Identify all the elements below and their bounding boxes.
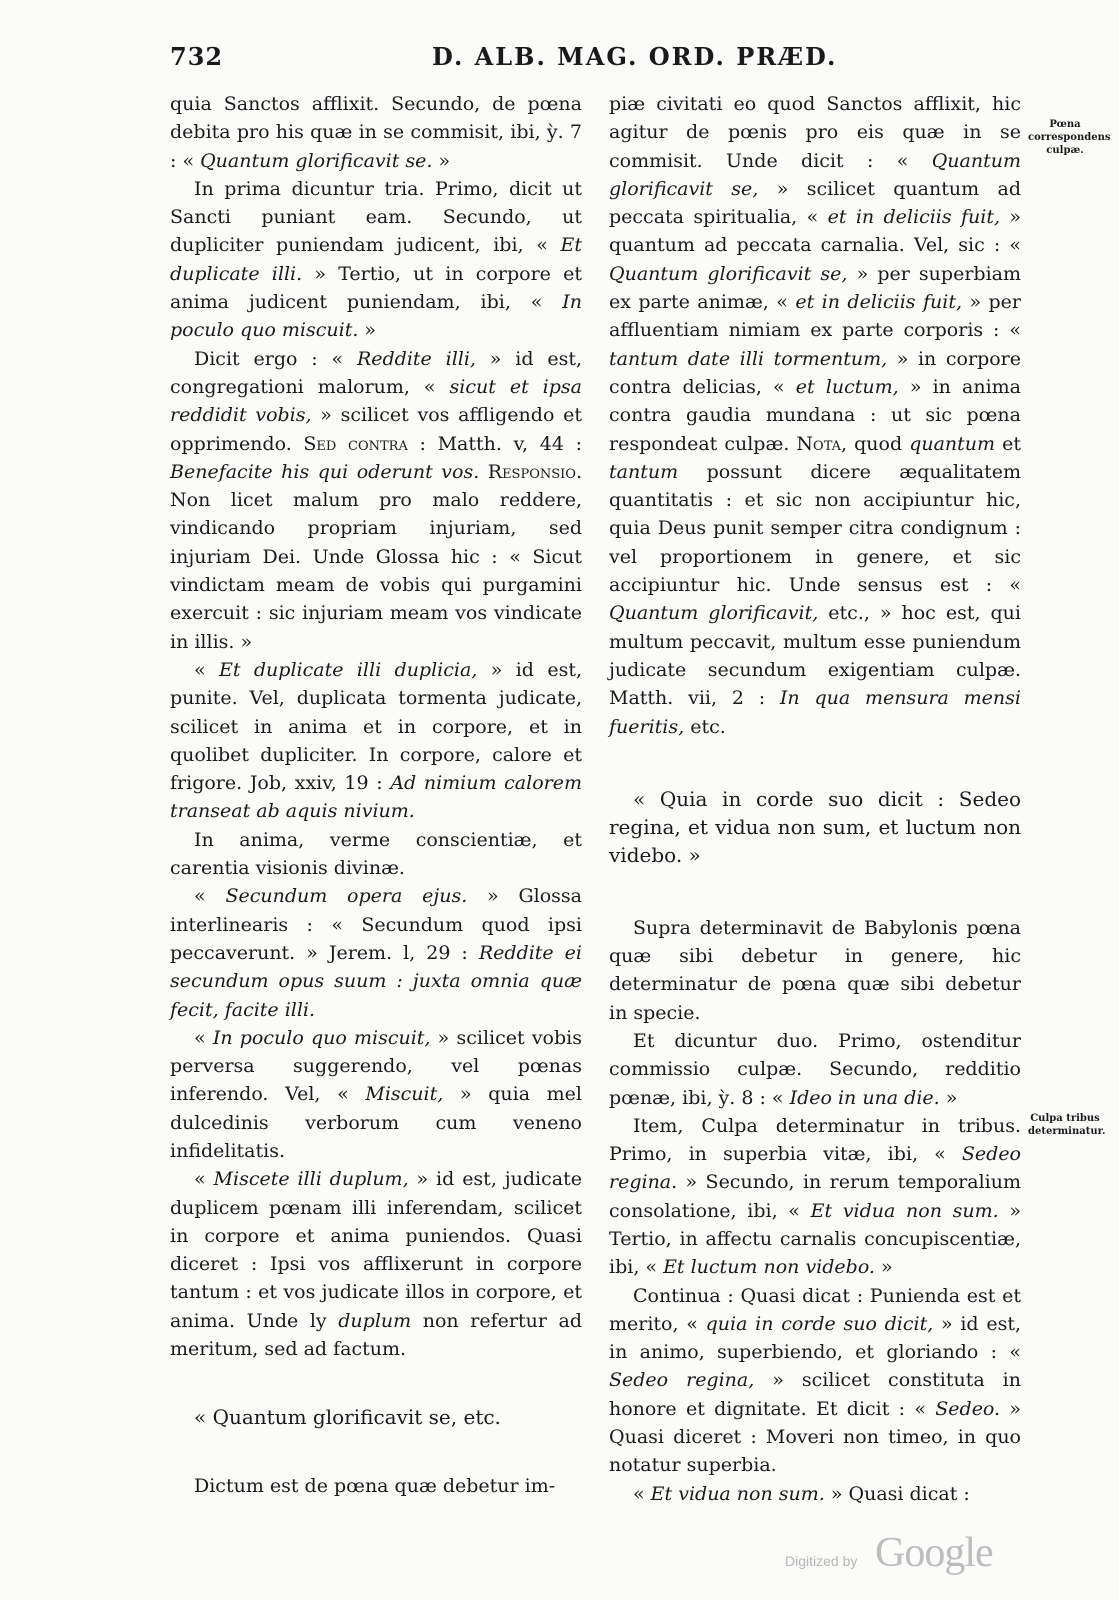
running-title: D. ALB. MAG. ORD. PRÆD. [432, 42, 838, 71]
paragraph: Dictum est de pœna quæ debetur im- [194, 1474, 556, 1497]
paragraph: « Secundum opera ejus. » Glossa interlinearis : « Secundum quod ipsi peccaverunt. » Jerem. l, 29 : Reddite ei secundum opus suum : juxta omnia quæ fecit, facite illi. [170, 885, 582, 1021]
left-column [170, 90, 582, 1500]
paragraph: « Et vidua non sum. » Quasi dicat : [633, 1482, 970, 1505]
paragraph: piæ civitati eo quod Sanctos afflixit, hic agitur de pœnis pro eis quæ in se commisit. Unde dicit : « Quantum glorificavit se, » scilicet quantum ad peccata spiritualia, « et in deliciis fuit, » quantum ad peccata carnalia. Vel, sic : « Quantum glorificavit se, » per superbiam ex parte animæ, « et in deliciis fuit, » per affluentiam nimiam ex parte corporis : « tantum date illi tormentum, » in corpore contra delicias, « et luctum, » in anima contra gaudia mundana : ut sic pœna respondeat culpæ. Nota, quod quantum et tantum possunt dicere æqualitatem quantitatis : et sic non accipiuntur hic, quia Deus punit semper citra condignum : vel proportionem in genere, et sic accipiuntur hic. Unde sensus est : « Quantum glorificavit, etc., » hoc est, qui multum peccavit, multum esse puniendum judicate secundum exigentiam culpæ. Matth. vii, 2 : In qua mensura mensi fueritis, etc. [609, 93, 1021, 738]
paragraph: Dicit ergo : « Reddite illi, » id est, congregationi malorum, « sicut et ipsa reddidit vobis, » scilicet vos affligendo et opprimendo. Sed contra : Matth. v, 44 : Benefacite his qui oderunt vos. Responsio. Non licet malum pro malo reddere, vindicando propriam injuriam, sed injuriam Dei. Unde Glossa hic : « Sicut vindictam meam de vobis qui purgamini exercuit : sic injuriam meam vos vindicate in illis. » [170, 347, 583, 653]
paragraph: In prima dicuntur tria. Primo, dicit ut Sancti puniant eam. Secundo, ut dupliciter puniendam judicent, ibi, « Et duplicate illi. » Tertio, ut in corpore et anima judicent puniendam, ibi, « In poculo quo miscuit. » [170, 177, 582, 342]
right-column [609, 90, 1021, 1508]
paragraph: « In poculo quo miscuit, » scilicet vobis perversa suggerendo, vel pœnas inferendo. Vel, « Miscuit, » quia mel dulcedinis verborum cum veneno infidelitatis. [170, 1026, 583, 1162]
margin-note: Pœna correspondens culpæ. [1028, 119, 1111, 156]
paragraph: In anima, verme conscientiæ, et carentia visionis divinæ. [170, 828, 582, 880]
paragraph: Supra determinavit de Babylonis pœna quæ sibi debetur in genere, hic determinatur de pœna quæ sibi debetur in specie. [609, 916, 1021, 1024]
paragraph: « Miscete illi duplum, » id est, judicate duplicem pœnam illi inferendam, scilicet in corpore et anima puniendos. Quasi diceret : Ipsi vos afflixerunt in corpore tantum : et vos judicate illos in corpore, et anima. Unde ly duplum non refertur ad meritum, sed ad factum. [170, 1168, 582, 1361]
digitized-label: Digitized by [785, 1553, 858, 1569]
paragraph: « Et duplicate illi duplicia, » id est, punite. Vel, duplicata tormenta judicate, scilicet in anima et in corpore, et in quolibet dupliciter. In corpore, calore et frigore. Job, xxiv, 19 : Ad nimium calorem transeat ab aquis nivium. [170, 658, 582, 823]
google-logo: Google [875, 1530, 993, 1576]
paragraph: Continua : Quasi dicat : Punienda est et merito, « quia in corde suo dicit, » id est, in animo, superbiendo, et gloriando : « Sedeo regina, » scilicet constituta in honore et dignitate. Et dicit : « Sedeo. » Quasi diceret : Moveri non timeo, in quo notatur superbia. [609, 1284, 1021, 1477]
margin-note: Culpa tribus determinatur. [1028, 1113, 1106, 1137]
digitized-watermark [785, 1530, 1005, 1585]
running-header [0, 42, 1119, 76]
lemma-heading: « Quantum glorificavit se, etc. [194, 1405, 501, 1430]
paragraph: Et dicuntur duo. Primo, ostenditur commissio culpæ. Secundo, redditio pœnæ, ibi, ỳ. 8 : « Ideo in una die. » [609, 1029, 1021, 1109]
paragraph: quia Sanctos afflixit. Secundo, de pœna debita pro his quæ in se commisit, ibi, ỳ. 7 : « Quantum glorificavit se. » [170, 93, 582, 172]
paragraph: Item, Culpa determinatur in tribus. Primo, in superbia vitæ, ibi, « Sedeo regina. » Secundo, in rerum temporalium consolatione, ibi, « Et vidua non sum. » Tertio, in affectu carnalis concupiscentiæ, ibi, « Et luctum non videbo. » [609, 1114, 1021, 1279]
page-number: 732 [170, 42, 224, 71]
lemma-heading: « Quia in corde suo dicit : Sedeo regina, et vidua non sum, et luctum non videbo. » [609, 786, 1021, 868]
